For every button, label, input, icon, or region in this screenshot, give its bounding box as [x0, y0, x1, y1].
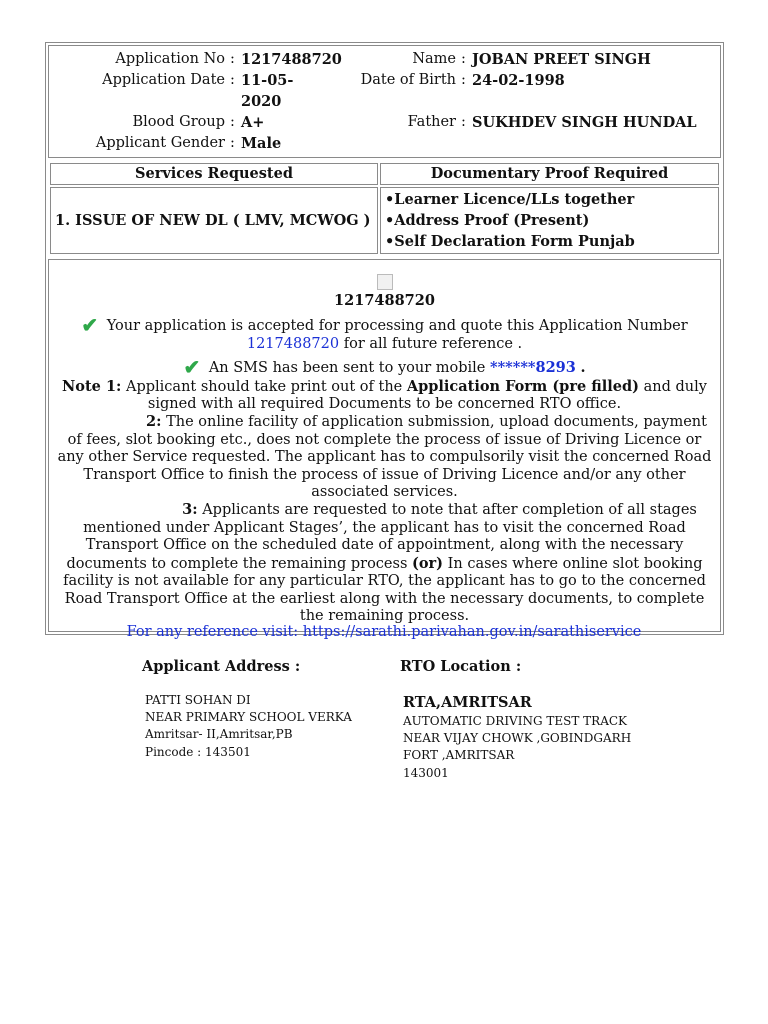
- sms-text-post: .: [580, 359, 586, 377]
- documentary-proof-header: Documentary Proof Required: [380, 163, 719, 185]
- sms-mobile-number: ******8293: [490, 359, 576, 377]
- services-requested-header: Services Requested: [50, 163, 378, 185]
- broken-image-icon: [377, 274, 393, 290]
- note3-text: Applicants are requested to note that after completion of all stages mentioned under Applicant Stages’, the applicant has to visit the concerned Road Transport Office on the scheduled date of appointment, along with the necessary documents to complete the remaining process: [66, 502, 697, 572]
- note2-label: 2:: [146, 413, 162, 431]
- address-line: Pincode : 143501: [145, 744, 251, 759]
- dob-label: Date of Birth: [360, 72, 456, 88]
- application-frame: [45, 42, 724, 635]
- application-date-label: Application Date: [102, 72, 225, 88]
- reference-link[interactable]: For any reference visit: https://sarathi.parivahan.gov.in/sarathiservice: [126, 624, 642, 640]
- name-label: Name: [412, 51, 456, 67]
- father-label: Father: [407, 114, 456, 130]
- colon: :: [461, 72, 466, 88]
- colon: :: [230, 135, 235, 151]
- services-table: [48, 161, 721, 256]
- notes-box: [48, 259, 721, 632]
- blood-group-value: A+: [241, 114, 265, 131]
- applicant-address: [145, 692, 352, 761]
- rto-address-line: FORT ,AMRITSAR: [403, 748, 515, 763]
- name-value: JOBAN PREET SINGH: [472, 51, 651, 68]
- colon: :: [461, 51, 466, 67]
- application-date-value: 11-05-2020: [241, 72, 294, 110]
- proof-item: • Address Proof (Present): [385, 210, 714, 231]
- note1-text-post: and duly signed with all required Documents to be concerned RTO office.: [147, 378, 707, 413]
- colon: :: [230, 51, 235, 67]
- accepted-text-post: for all future reference .: [343, 335, 523, 352]
- rto-name: RTA,AMRITSAR: [403, 694, 532, 711]
- accepted-application-number: 1217488720: [246, 335, 340, 352]
- note1-bold-text: Application Form (pre filled): [406, 377, 640, 395]
- address-line: NEAR PRIMARY SCHOOL VERKA: [145, 710, 352, 725]
- note1-text: Applicant should take print out of the: [126, 378, 403, 395]
- accepted-text: Your application is accepted for processing and quote this Application Number: [106, 318, 688, 335]
- applicant-info-box: [48, 45, 721, 158]
- rto-location-heading: RTO Location :: [400, 658, 522, 675]
- note1-label: Note 1:: [62, 377, 122, 395]
- rto-address-line: AUTOMATIC DRIVING TEST TRACK: [403, 714, 628, 728]
- colon: :: [230, 72, 235, 88]
- rto-address: [403, 713, 631, 782]
- barcode-number: 1217488720: [334, 292, 435, 310]
- notes-content: [49, 260, 720, 631]
- sms-text: An SMS has been sent to your mobile: [208, 360, 486, 377]
- proof-item: • Self Declaration Form Punjab: [385, 231, 714, 252]
- applicant-address-heading: Applicant Address :: [142, 658, 301, 675]
- note3-text-post: In cases where online slot booking facility is not available for any particular RTO, the applicant has to go to the concerned Road Transport Office at the earliest along with the necessary documents, to complete the remaining process.: [63, 555, 706, 624]
- dob-value: 24-02-1998: [472, 72, 565, 89]
- rto-address-line: 143001: [403, 765, 449, 780]
- check-icon: ✔: [183, 355, 201, 380]
- services-box: [48, 161, 721, 256]
- gender-value: Male: [241, 135, 282, 152]
- applicant-info-grid: [49, 46, 720, 157]
- note3-label: 3:: [182, 501, 198, 519]
- colon: :: [230, 114, 235, 130]
- proof-item: • Learner Licence/LLs together: [385, 189, 714, 210]
- address-line: PATTI SOHAN DI: [145, 693, 251, 707]
- gender-label: Applicant Gender: [95, 135, 225, 151]
- rto-address-line: NEAR VIJAY CHOWK ,GOBINDGARH: [403, 731, 632, 746]
- address-line: Amritsar- II,Amritsar,PB: [145, 727, 293, 742]
- check-icon: ✔: [81, 313, 99, 338]
- service-requested-cell: 1. ISSUE OF NEW DL ( LMV, MCWOG ): [50, 187, 378, 254]
- proof-list: [380, 187, 719, 254]
- blood-group-label: Blood Group: [132, 114, 225, 130]
- note3-or: (or): [412, 554, 444, 572]
- colon: :: [461, 114, 466, 130]
- father-value: SUKHDEV SINGH HUNDAL: [472, 114, 697, 131]
- application-no-value: 1217488720: [241, 51, 342, 68]
- note2-text: The online facility of application submission, upload documents, payment of fees, slot booking etc., does not complete the process of issue of Driving Licence or any other Service requested. The applicant has to compulsorily visit the concerned Road Transport Office to finish the process of issue of Driving Licence and/or any other associated services.: [57, 414, 712, 501]
- application-no-label: Application No: [115, 51, 225, 67]
